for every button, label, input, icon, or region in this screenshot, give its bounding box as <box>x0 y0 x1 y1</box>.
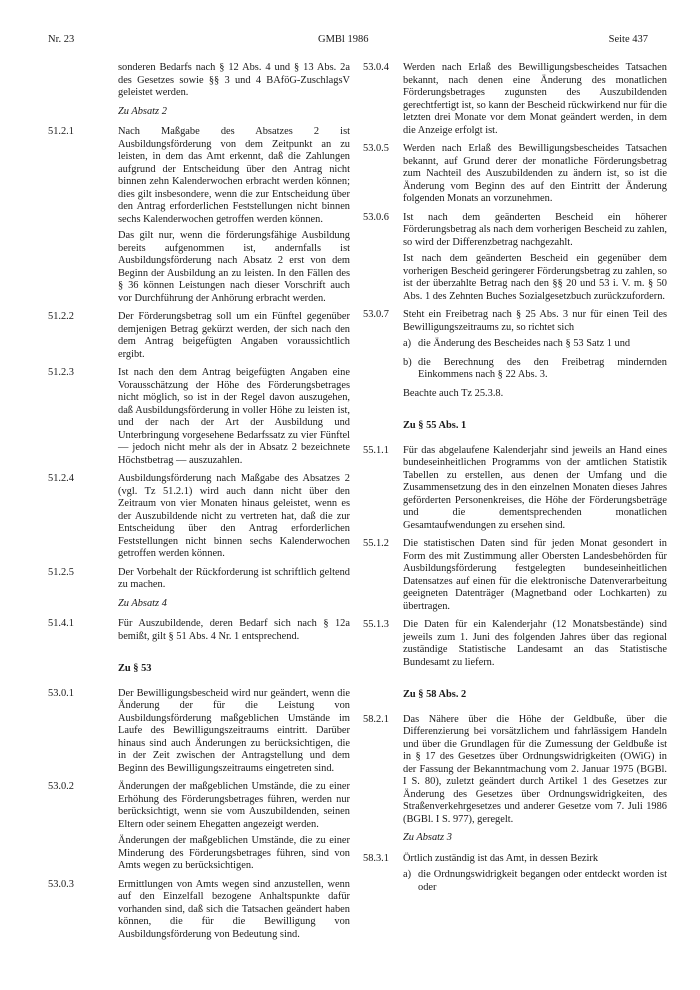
section-text: Das Nähere über die Höhe der Geldbuße, über die Differenzierung bei vorsätzlichem und fahrlässigem Handeln und über die Grundlagen für die Zumessung der Geldbuße ist in § 17 des Gesetzes über Ordnungswidrigkeiten (OWiG) in der Fassung der Bekanntmachung vom 2. Januar 1975 (BGBl. I S. 80), zuletzt geändert durch Artikel 1 des Gesetzes zur Änderung des Gesetzes über Ordnungswidrigkeiten, des Straßenverkehrgesetzes und anderer Gesetze vom 7. Juli 1986 (BGBl. I S. 977), geregelt. <box>403 713 667 825</box>
section-51-2-2 <box>48 311 350 361</box>
subheading-absatz-4: Zu Absatz 4 <box>118 597 167 609</box>
list-text: die Änderung des Bescheides nach § 53 Satz 1 und <box>418 338 631 349</box>
section-number: 51.2.1 <box>48 126 74 137</box>
section-55-1-2 <box>363 538 667 613</box>
page-header <box>0 34 700 50</box>
section-53-0-1 <box>48 688 350 776</box>
section-number: 53.0.6 <box>363 211 389 223</box>
section-number: 58.3.1 <box>363 852 389 864</box>
section-55-1-1 <box>363 445 667 533</box>
heading-para-53: Zu § 53 <box>118 663 152 674</box>
section-number: 53.0.2 <box>48 781 74 792</box>
heading-para-55: Zu § 55 Abs. 1 <box>403 420 467 431</box>
section-number: 55.1.1 <box>363 444 389 456</box>
section-text: Änderungen der maßgeblichen Umstände, die zu einer Minderung des Förderungsbetrages führen, sind von Amts wegen zu berücksichtigen. <box>118 835 350 871</box>
section-text: Das gilt nur, wenn die förderungsfähige Ausbildung bereits aufgenommen ist, andernfalls ist Ausbildungsförderung nach Absatz 2 erst von dem Beginn der Ausbildung an zu leisten. In den Fällen des § 36 können Leistungen nach dieser Vorschrift auch vor Durchführung der Anhörung erbracht werden. <box>118 230 350 304</box>
section-number: 58.2.1 <box>363 713 389 725</box>
subheading-absatz-3: Zu Absatz 3 <box>403 832 452 843</box>
section-text: Der Bewilligungsbescheid wird nur geändert, wenn die Änderung der für die Leistung von Ausbildungsförderung maßgeblichen Umstände im Laufe des Bewilligungszeitraums eintritt. Darüber hinaus sind auch Änderungen zu berücksichtigen, die in der Zeit zwischen der Antragstellung und dem Beginn des Bewilligungszeitraums eingetreten sind. <box>118 687 350 774</box>
section-53-0-3 <box>48 879 350 942</box>
section-text: Nach Maßgabe des Absatzes 2 ist Ausbildungsförderung von dem Zeitpunkt an zu leisten, in dem das Amt erkennt, daß die Zahlungen aufgrund der Entscheidung über den Antrag nicht binnen zehn Kalenderwochen erbracht werden können; dies gilt insbesondere, wenn die zur Entscheidung über den Antrag erforderlichen Feststellungen nicht binnen sechs Kalenderwochen getroffen werden können. <box>118 126 350 225</box>
section-number: 51.4.1 <box>48 618 74 629</box>
section-53-0-5 <box>363 143 667 206</box>
section-number: 55.1.3 <box>363 619 389 630</box>
section-text: Für Auszubildende, deren Bedarf sich nach § 12a bemißt, gilt § 51 Abs. 4 Nr. 1 entsprechend. <box>118 618 350 642</box>
section-note: Beachte auch Tz 25.3.8. <box>403 387 504 399</box>
list-item <box>403 357 667 382</box>
section-text: Steht ein Freibetrag nach § 25 Abs. 3 nur für einen Teil des Bewilligungszeitraums zu, so richtet sich <box>403 309 667 333</box>
section-text: Für das abgelaufene Kalenderjahr sind jeweils an Hand eines bundeseinheitlichen Programms von der amtlichen Statistik Tabellen zu erstellen, aus denen der Umfang und die Zusammensetzung des in den einzelnen Monaten dieses Jahres geförderten Personenkreises, die Höhe der Förderungsbeträge und die dementsprechenden monatlichen Gesamtaufwendungen zu ersehen sind. <box>403 444 667 531</box>
right-column <box>363 62 667 900</box>
section-51-2-4 <box>48 473 350 561</box>
list-label: a) <box>403 338 412 349</box>
section-text: Änderungen der maßgeblichen Umstände, die zu einer Erhöhung des Förderungsbetrages führen, werden nur berücksichtigt, wenn sie vom Auszubildenden, seinen Eltern oder seinem Ehegatten angezeigt werden. <box>118 781 350 830</box>
issue-number: Nr. 23 <box>48 34 75 45</box>
section-51-2-1 <box>48 126 350 305</box>
section-text: Die Daten für ein Kalenderjahr (12 Monatsbestände) sind jeweils zum 1. Juni des folgenden Jahres über das regional zuständige Statistische Landesamt an das Statistische Bundesamt zu liefern. <box>403 619 667 668</box>
heading-para-58: Zu § 58 Abs. 2 <box>403 689 467 700</box>
section-text: Werden nach Erlaß des Bewilligungsbescheides Tatsachen bekannt, auf Grund derer der monatliche Förderungsbetrag zum Nachteil des Auszubildenden zu ändern ist, so ist die Änderung vom Beginn des auf den Eintritt der Änderung folgenden Monats an vorzunehmen. <box>403 143 667 204</box>
section-51-2-5 <box>48 567 350 592</box>
section-number: 51.2.4 <box>48 473 74 484</box>
section-number: 55.1.2 <box>363 538 389 549</box>
list-item <box>403 869 667 894</box>
list-text: die Ordnungswidrigkeit begangen oder entdeckt worden ist oder <box>418 869 667 893</box>
section-text: Die statistischen Daten sind für jeden Monat gesondert in Form des mit Zustimmung aller Obersten Landesbehörden für Ausbildungsförderung festgelegten bundeseinheitlichen Datensatzes auf einen für die elektronische Datenverarbeitung geeigneten Datenträger (Magnetband oder Lochkarten) zu übertragen. <box>403 538 667 612</box>
section-text: Ermittlungen von Amts wegen sind anzustellen, wenn auf den Einzelfall bezogene Anhaltspunkte dafür vorhanden sind, daß sich die Tatsachen geändert haben können, die für die Bewilligung von Ausbildungsförderung von Bedeutung sind. <box>118 878 350 940</box>
subheading-absatz-2: Zu Absatz 2 <box>118 105 167 117</box>
section-51-4-1 <box>48 618 350 643</box>
section-text: Ist nach dem geänderten Bescheid ein gegenüber dem vorherigen Bescheid geringerer Förderungsbetrag zu zahlen, so ist der überzahlte Betrag nach den §§ 20 und 53 i. V. m. § 50 Abs. 1 des Zehnten Buches Sozialgesetzbuch zurückzufordern. <box>403 253 667 302</box>
page-number: Seite 437 <box>608 34 648 45</box>
section-53-0-7 <box>363 309 667 400</box>
section-58-3-1 <box>363 853 667 895</box>
list-text: die Berechnung des den Freibetrag mindernden Einkommens nach § 22 Abs. 3. <box>418 356 667 380</box>
list-item <box>403 338 667 351</box>
section-number: 53.0.3 <box>48 878 74 890</box>
journal-name: GMBl 1986 <box>318 34 369 45</box>
section-text: Der Förderungsbetrag soll um ein Fünftel gegenüber demjenigen Betrag gekürzt werden, der sich nach den dem Antrag beigefügten Angaben voraussichtlich ergibt. <box>118 311 350 360</box>
section-number: 51.2.2 <box>48 311 74 322</box>
section-text: Ist nach dem geänderten Bescheid ein höherer Förderungsbetrag als nach dem vorherigen Bescheid zu zahlen, so wird der Differenzbetrag nachgezahlt. <box>403 211 667 248</box>
section-53-0-2 <box>48 781 350 873</box>
intro-paragraph: sonderen Bedarfs nach § 12 Abs. 4 und § 13 Abs. 2a des Gesetzes sowie §§ 3 und 4 BAföG-ZuschlagsV geleistet werden. <box>118 62 350 98</box>
section-number: 53.0.1 <box>48 687 74 699</box>
section-53-0-4 <box>363 62 667 137</box>
section-number: 53.0.5 <box>363 143 389 154</box>
section-number: 51.2.3 <box>48 367 74 378</box>
section-58-2-1 <box>363 714 667 827</box>
section-text: Werden nach Erlaß des Bewilligungsbescheides Tatsachen bekannt, nach denen eine Änderung des monatlichen Förderungsbetrages zugunsten des Auszubildenden gerechtfertigt ist, so kann der Bescheid rückwirkend nur für die letzten drei Monate vor dem Monat geändert werden, in dem die Anzeige erfolgt ist. <box>403 62 667 136</box>
section-number: 51.2.5 <box>48 566 74 578</box>
left-column <box>48 62 350 947</box>
section-53-0-6 <box>363 212 667 304</box>
list-label: a) <box>403 869 412 880</box>
section-55-1-3 <box>363 619 667 669</box>
section-51-2-3 <box>48 367 350 467</box>
section-text: Örtlich zuständig ist das Amt, in dessen Bezirk <box>403 852 599 864</box>
section-number: 53.0.7 <box>363 309 389 320</box>
section-text: Ist nach den dem Antrag beigefügten Angaben eine Vorausschätzung der Höhe des Förderungsbetrages nicht möglich, so ist in der Regel davon auszugehen, daß Ausbildungsförderung in voller Höhe zu leisten ist, und der nach der Art der Ausbildung und Unterbringung vorgesehene Bedarfssatz zu vier Fünftel — jedoch nicht mehr als der in Absatz 2 bezeichnete Höchstbetrag — auszuzahlen. <box>118 367 350 466</box>
list-label: b) <box>403 356 412 368</box>
section-number: 53.0.4 <box>363 62 389 73</box>
section-text: Ausbildungsförderung nach Maßgabe des Absatzes 2 (vgl. Tz 51.2.1) wird auch dann nicht über den Zeitraum von vier Monaten hinaus geleistet, wenn es der Auszubildende nicht zu vertreten hat, daß die zur Entscheidung über den Antrag erforderlichen Feststellungen nicht binnen sechs Kalenderwochen getroffen werden können. <box>118 473 350 559</box>
section-text: Der Vorbehalt der Rückforderung ist schriftlich geltend zu machen. <box>118 566 350 590</box>
